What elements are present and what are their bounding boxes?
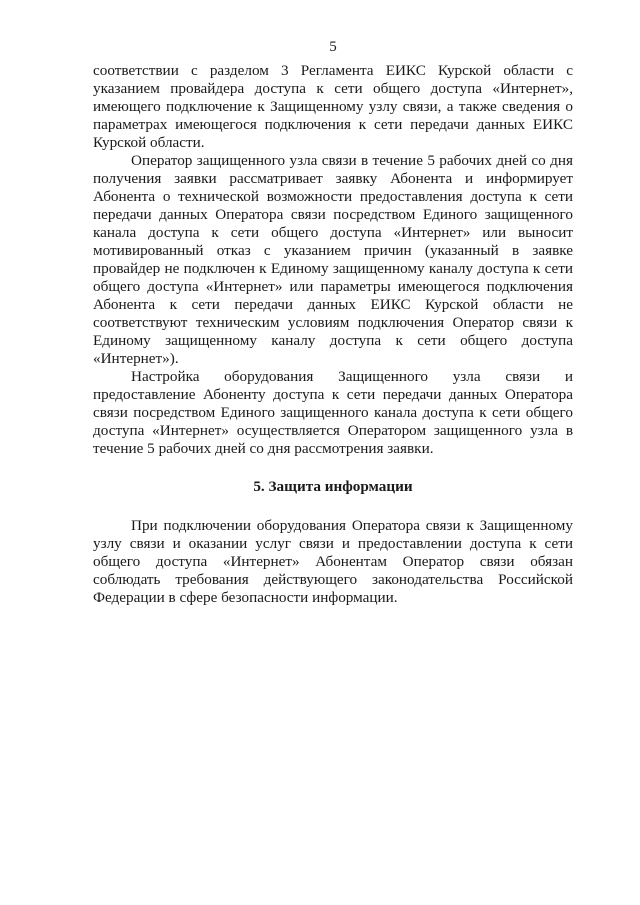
paragraph-information-protection: При подключении оборудования Оператора связи к Защищенному узлу связи и оказании услуг связи и предоставлении доступа к сети общего доступа «Интернет» Абонентам Оператор связи обязан соблюдать требования действующего законодательства Российской Федерации в сфере безопасности информации. xyxy=(93,517,573,606)
paragraph-continuation: соответствии с разделом 3 Регламента ЕИКС Курской области с указанием провайдера доступа к сети общего доступа «Интернет», имеющего подключение к Защищенному узлу связи, а также сведения о параметрах имеющегося подключения к сети передачи данных ЕИКС Курской области. xyxy=(93,62,573,151)
document-page xyxy=(93,38,573,607)
section-heading: 5. Защита информации xyxy=(253,478,413,495)
paragraph-equipment-setup: Настройка оборудования Защищенного узла связи и предоставление Абоненту доступа к сети передачи данных Оператора связи посредством Единого защищенного канала доступа к сети общего доступа «Интернет» осуществляется Оператором защищенного узла в течение 5 рабочих дней со дня рассмотрения заявки. xyxy=(93,368,573,457)
page-number: 5 xyxy=(329,39,337,55)
paragraph-request-review: Оператор защищенного узла связи в течение 5 рабочих дней со дня получения заявки рассматривает заявку Абонента и информирует Абонента о технической возможности предоставления доступа к сети передачи данных Оператора связи посредством Единого защищенного канала доступа к сети общего доступа «Интернет» или выносит мотивированный отказ с указанием причин (указанный в заявке провайдер не подключен к Единому защищенному каналу доступа к сети общего доступа «Интернет» или параметры имеющегося подключения Абонента к сети передачи данных ЕИКС Курской области не соответствуют техническим условиям подключения Оператор связи к Единому защищенному каналу доступа к сети общего доступа «Интернет»). xyxy=(93,152,573,367)
